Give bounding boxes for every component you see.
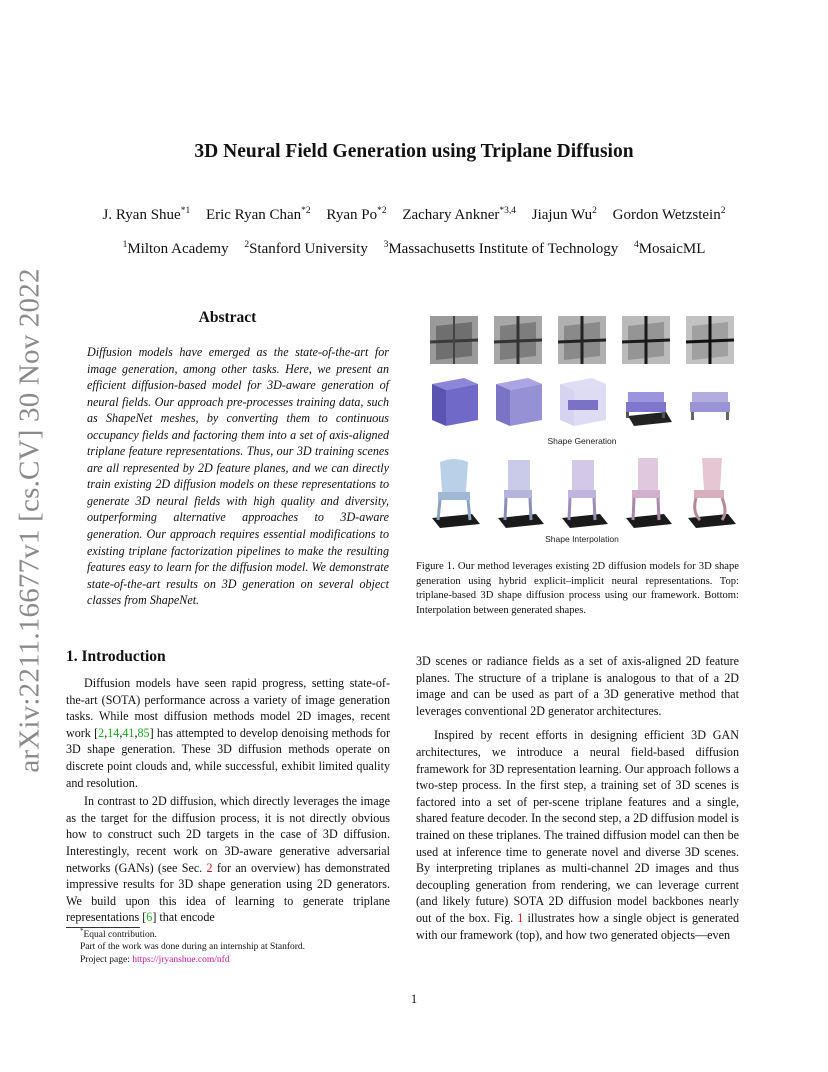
triplane-image	[554, 312, 610, 368]
footnotes	[80, 926, 400, 966]
footnote-text: Project page:	[80, 954, 133, 965]
footnote-internship: Part of the work was done during an internship at Stanford.	[80, 942, 306, 953]
author-mark: *2	[301, 206, 311, 216]
author-name: Zachary Ankner	[402, 207, 500, 223]
affiliation	[123, 241, 229, 257]
author	[532, 207, 597, 223]
noisy-cube-render	[490, 370, 546, 432]
text-run: Diffusion models have seen rapid progress, setting state-of-the-art (SOTA) performance across a variety of image generation tasks. While most diffusion methods model 2D images, recent work [	[66, 676, 390, 740]
noisy-cube-render	[426, 370, 482, 432]
affiliation-name: Stanford University	[249, 241, 368, 257]
arxiv-identifier	[8, 267, 52, 773]
citation-link[interactable]: 6	[146, 910, 153, 925]
triplane-image	[618, 312, 674, 368]
left-column-text	[66, 675, 390, 928]
arxiv-identifier-text: arXiv:2211.16677v1 [cs.CV] 30 Nov 2022	[13, 267, 46, 773]
author-mark: *1	[180, 206, 191, 216]
text-run: ] has attempted to develop denoising methods for 3D shape generation. These 3D diffusion methods operate on discrete point clouds and, while successful, exhibit limited quality and resolution.	[66, 725, 390, 790]
triplane-image	[682, 312, 738, 368]
figure-1	[416, 308, 748, 554]
affiliation	[384, 241, 619, 257]
project-page-link[interactable]: https://jryanshue.com/nfd	[132, 954, 230, 965]
author-mark: 2	[720, 206, 726, 216]
text-run: illustrates how a single object is generated with our framework (top), and how two generated objects—even	[416, 910, 739, 942]
paper-title: 3D Neural Field Generation using Triplane Diffusion	[194, 141, 634, 162]
paragraph	[416, 727, 739, 943]
sofa-render	[618, 370, 674, 432]
affiliation-mark: 3	[383, 240, 389, 250]
section-reference-link[interactable]: 2	[206, 860, 213, 875]
affiliation-mark: 2	[244, 240, 250, 250]
affiliation	[634, 241, 705, 257]
author	[326, 207, 386, 223]
text-run: Inspired by recent efforts in designing efficient 3D GAN architectures, we introduce a neural field-based diffusion framework for 3D representation learning. Our approach follows a two-step process. In the first step, a training set of 3D scenes is factored into a set of per-scene triplane features and a single, shared feature decoder. In the second step, a 2D diffusion model is trained on these triplanes. The trained diffusion model can then be used at inference time to generate novel and diverse 3D scenes. By interpreting triplanes as multi-channel 2D images and thus decoupling generation from rendering, we can leverage current (and likely future) SOTA 2D diffusion model backbones nearly out of the box. Fig.	[416, 728, 739, 925]
affiliation-list	[0, 241, 828, 258]
triplane-image	[490, 312, 546, 368]
footnote-mark: *	[80, 926, 84, 935]
footnote-equal-contribution	[80, 926, 400, 941]
author-mark: *2	[377, 206, 387, 216]
sofa-render	[682, 370, 738, 432]
page-number: 1	[410, 992, 418, 1006]
chair-render	[426, 454, 482, 532]
footnote-project-page	[80, 954, 400, 966]
citation-link[interactable]: 41	[122, 725, 135, 740]
footnote-divider	[66, 927, 140, 928]
citation-link[interactable]: 14	[107, 725, 120, 740]
text-run: In contrast to 2D diffusion, which directly leverages the image as the target for the diffusion process, it is not directly obvious how to construct such 2D targets in the case of 3D diffusion. Interestingly, recent work on 3D-aware generative adversarial networks (GANs) (see Sec.	[66, 794, 390, 875]
citation-link[interactable]: 2	[98, 725, 105, 740]
affiliation-mark: 4	[633, 240, 639, 250]
author-name: Jiajun Wu	[531, 207, 593, 223]
text-run: ] that encode	[152, 910, 215, 925]
author	[402, 207, 516, 223]
introduction-heading: 1. Introduction	[66, 648, 166, 665]
chair-render	[682, 454, 738, 532]
abstract-text: Diffusion models have emerged as the state-of-the-art for image generation, among other tasks. Here, we present an efficient diffusion-based model for 3D-aware generation of neural fields. Our approach pre-processes training data, such as ShapeNet meshes, by converting them to continuous occupancy fields and factoring them into a set of axis-aligned triplane feature representations. Thus, our 3D training scenes are all represented by 2D feature planes, and we can directly train existing 2D diffusion models on these representations to generate 3D neural fields with high quality and diversity, outperforming alternative approaches to 3D-aware generation. Our approach requires essential modifications to existing triplane factorization pipelines to make the resulting features easy to learn for the diffusion model. We demonstrate state-of-the-art results on 3D generation on several object classes from ShapeNet.	[87, 345, 389, 608]
affiliation-name: MosaicML	[638, 241, 706, 257]
affiliation-name: Milton Academy	[127, 241, 229, 257]
figure-reference-link[interactable]: 1	[517, 910, 524, 925]
chair-render	[490, 454, 546, 532]
affiliation	[244, 241, 367, 257]
chair-render	[554, 454, 610, 532]
author-mark: *3,4	[499, 206, 516, 216]
shape-generation-row	[426, 370, 738, 432]
author-list	[0, 207, 828, 224]
triplane-row	[426, 312, 738, 368]
triplane-image	[426, 312, 482, 368]
abstract-heading: Abstract	[198, 309, 257, 326]
footnote-text: Equal contribution.	[83, 930, 157, 940]
author	[206, 207, 311, 223]
right-column-text	[416, 653, 739, 945]
paragraph: Diffusion models have seen rapid progress, setting state-of-the-art (SOTA) performance across a variety of image generation tasks. While most diffusion methods model 2D images, recent work [2,14,41,85] has attempted to develop denoising methods for 3D shape generation. These 3D diffusion methods operate on discrete point clouds and, while successful, exhibit limited quality and resolution.	[66, 676, 390, 790]
author	[613, 207, 726, 223]
denoising-shape-render	[554, 370, 610, 432]
paragraph	[66, 793, 390, 926]
figure-caption: Figure 1. Our method leverages existing 2D diffusion models for 3D shape generation using hybrid explicit–implicit neural representations. Top: triplane-based 3D shape diffusion process using our framework. Bottom: Interpolation between generated shapes.	[416, 561, 739, 616]
author-name: J. Ryan Shue	[102, 207, 181, 223]
affiliation-name: Massachusetts Institute of Technology	[388, 241, 619, 257]
citation-link[interactable]: 85	[137, 725, 150, 740]
author-name: Eric Ryan Chan	[205, 207, 302, 223]
chair-render	[618, 454, 674, 532]
author-name: Gordon Wetzstein	[612, 207, 721, 223]
author-name: Ryan Po	[326, 207, 378, 223]
shape-generation-label: Shape Generation	[547, 436, 617, 446]
shape-interpolation-row	[426, 454, 738, 532]
author-mark: 2	[592, 206, 597, 216]
author	[103, 207, 191, 223]
paragraph: 3D scenes or radiance fields as a set of axis-aligned 2D feature planes. The structure of a triplane is analogous to that of a 2D image and can be used as part of a 3D generative method that leverages conventional 2D generator architectures.	[416, 654, 739, 718]
text-run: for an overview) has demonstrated impressive results for 3D shape generation using 2D generators. We build upon this idea of learning to generate triplane representations [	[66, 860, 390, 925]
shape-interpolation-label: Shape Interpolation	[545, 534, 619, 544]
affiliation-mark: 1	[122, 240, 128, 250]
